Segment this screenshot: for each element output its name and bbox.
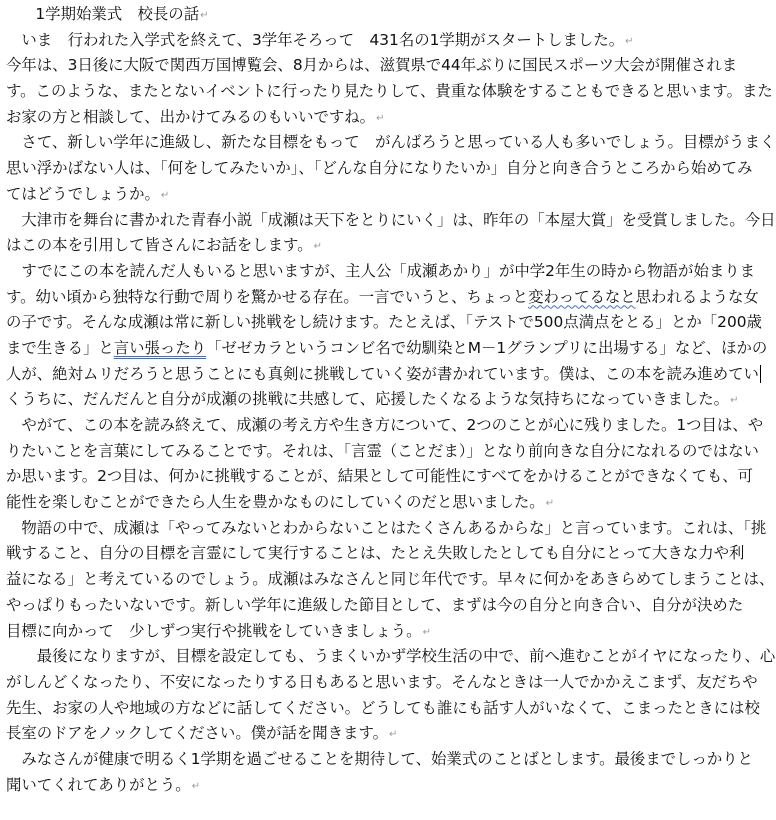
paragraph-line: いま 行われた入学式を終えて、3学年そろって 431名の1学期がスタートしました。↵ [6, 30, 634, 49]
paragraph-mark-icon: ↵ [160, 189, 170, 201]
paragraph-line: みなさんが健康で明るく1学期を過ごせることを期待して、始業式のことばとします。最後までしっかりと [6, 749, 754, 768]
paragraph-line: 思い浮かばない人は、「何をしてみたいか」、「どんな自分になりたいか」自分と向き合うところから始めてみ [6, 159, 753, 178]
paragraph-mark-icon: ↵ [191, 780, 201, 792]
paragraph-mark-icon: ↵ [422, 626, 431, 638]
paragraph-line: す。幼い頃から独特な行動で周りを驚かせる存在。一言でいうと、ちょっと変わってるなと思われるような女 [6, 287, 759, 306]
paragraph-line: くうちに、だんだんと自分が成瀬の挑戦に共感して、応援したくなるような気持ちになっていきました。↵ [6, 390, 739, 409]
paragraph-line: まで生きる」と言い張ったり「ゼゼカラというコンビ名で幼馴染とM－1グランプリに出場する」など、ほかの [6, 338, 768, 357]
paragraph-mark-icon: ↵ [376, 112, 385, 124]
paragraph-line: お家の方と相談して、出かけてみるのもいいですね。↵ [6, 107, 385, 126]
paragraph-line: 今年は、3日後に大阪で関西万国博覧会、8月からは、滋賀県で44年ぶりに国民スポーツ大会が開催されま [6, 56, 738, 75]
grammar-underline-text[interactable]: 言い張ったり [113, 338, 207, 357]
paragraph-line: りたいことを言葉にしてみることです。それは、「言霊（ことだま）」となり前向きな自分になれるのではない [6, 441, 759, 460]
paragraph-line: の子です。そんな成瀬は常に新しい挑戦をし続けます。たとえば、「テストで500点満点をとる」とか「200歳 [6, 313, 762, 332]
paragraph-line: 物語の中で、成瀬は「やってみないとわからないことはたくさんあるからな」と言っています。これは、「挑 [6, 518, 767, 537]
paragraph-line: す。このような、またとないイベントに行ったり見たりして、貴重な体験をすることもできると思います。また [6, 82, 773, 101]
text-cursor [760, 365, 761, 383]
paragraph-line: 聞いてくれてありがとう。↵ [6, 775, 201, 794]
paragraph-mark-icon: ↵ [545, 498, 555, 510]
paragraph-line: 先生、お家の人や地域の方などに話してください。どうしても誰にも話す人がいなくて、こまったときには校 [6, 698, 760, 717]
paragraph-line: 目標に向かって 少しずつ実行や挑戦をしていきましょう。↵ [6, 621, 431, 640]
paragraph-mark-icon: ↵ [389, 729, 398, 741]
paragraph-line: 最後になりますが、目標を設定しても、うまくいかず学校生活の中で、前へ進むことがイヤになったり、心 [6, 647, 776, 666]
paragraph-line: さて、新しい学年に進級し、新たな目標をもって がんばろうと思っている人も多いでしょう。目標がうまく [6, 133, 776, 152]
paragraph-mark-icon: ↵ [200, 10, 209, 21]
paragraph-line: 大津市を舞台に書かれた青春小説「成瀬は天下をとりにいく」は、昨年の「本屋大賞」を受賞しました。今日 [6, 210, 776, 229]
paragraph-line: 長室のドアをノックしてください。僕が話を聞きます。↵ [6, 724, 398, 743]
paragraph-line: やっぱりもったいないです。新しい学年に進級した節目として、まずは今の自分と向き合い、自分が決めた [6, 595, 744, 614]
paragraph-mark-icon: ↵ [313, 241, 322, 253]
paragraph-mark-icon: ↵ [730, 395, 739, 407]
paragraph-line: てはどうでしょうか。↵ [6, 184, 170, 203]
paragraph-line: がしんどくなったり、不安になったりする日もあると思います。そんなときは一人でかかえこまず、友だちや [6, 672, 758, 691]
grammar-underline-text[interactable]: 変わってるなと [528, 287, 636, 306]
paragraph-mark-icon: ↵ [625, 35, 634, 47]
paragraph-line: 益になる」と考えているのでしょう。成瀬はみなさんと同じ年代です。早々に何かをあきらめてしまうことは、 [6, 570, 775, 589]
document-title: 1学期始業式 校長の話↵ [20, 5, 209, 23]
paragraph-line: 人が、絶対ムリだろうと思うことにも真剣に挑戦していく姿が書かれています。僕は、この本を読み進めてい [6, 364, 759, 383]
paragraph-line: 戦すること、自分の目標を言霊にして実行することは、たとえ失敗したとしても自分にとって大きな力や利 [6, 544, 745, 563]
paragraph-line: か思います。2つ目は、何かに挑戦することが、結果として可能性にすべてをかけることができなくても、可 [6, 467, 754, 486]
paragraph-line: はこの本を引用して皆さんにお話をします。↵ [6, 236, 322, 255]
paragraph-line: やがて、この本を読み終えて、成瀬の考え方や生き方について、2つのことが心に残りました。1つ目は、や [6, 416, 764, 434]
paragraph-line: すでにこの本を読んだ人もいると思いますが、主人公「成瀬あかり」が中学2年生の時から物語が始まりま [6, 261, 756, 280]
paragraph-line: 能性を楽しむことができたら人生を豊かなものにしていくのだと思いました。↵ [6, 493, 555, 512]
